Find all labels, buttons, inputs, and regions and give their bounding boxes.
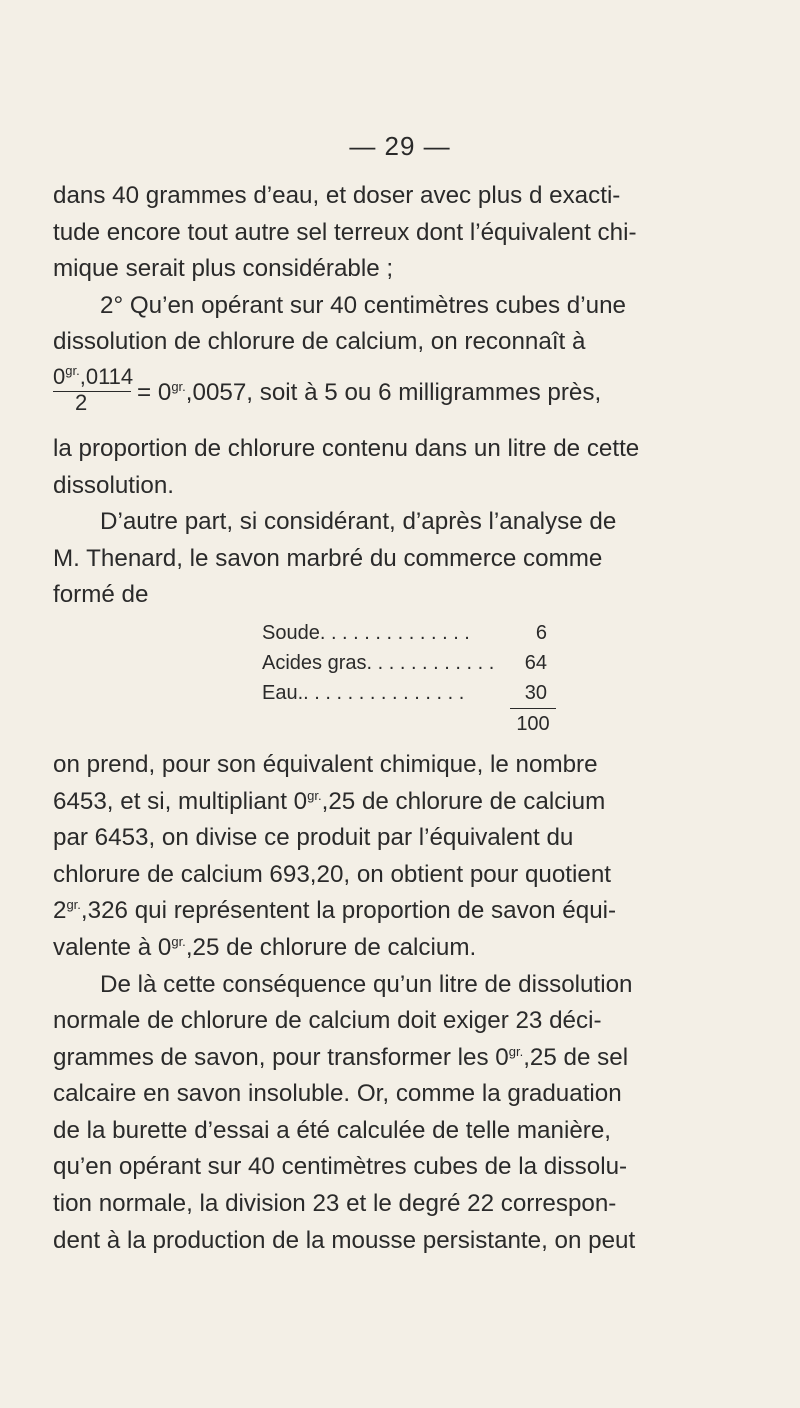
text-line: De là cette conséquence qu’un litre de dissolution	[100, 970, 633, 998]
text-line: calcaire en savon insoluble. Or, comme la graduation	[53, 1080, 622, 1108]
fraction-line	[53, 361, 765, 431]
body-text	[53, 178, 765, 1259]
fraction-numerator: $0^{gr.},0114$	[53, 362, 134, 389]
text-line: par 6453, on divise ce produit par l’équivalent du	[53, 824, 574, 852]
table-row	[262, 678, 547, 708]
text-line: dans 40 grammes d’eau, et doser avec plus d exacti-	[53, 182, 621, 209]
text-line: chlorure de calcium 693,20, on obtient pour quotient	[53, 860, 612, 888]
fraction-result: = $0^{gr.},0057$, soit à 5 ou 6 milligrammes près,	[137, 378, 602, 406]
table-row	[262, 618, 547, 648]
text-line: la proportion de chlorure contenu dans un litre de cette	[53, 434, 640, 462]
row-label: Soude. . . . . . . . . . . . . .	[262, 621, 470, 644]
text-line: on prend, pour son équivalent chimique, le nombre	[53, 750, 598, 778]
text-line: formé de	[53, 581, 149, 609]
text-line: de la burette d’essai a été calculée de telle manière,	[53, 1116, 612, 1144]
row-value: 30	[524, 681, 547, 704]
text-line: 6453, et si, multipliant $0^{gr.},25$ de chlorure de calcium	[53, 787, 606, 815]
text-line: dissolution de chlorure de calcium, on reconnaît à	[53, 328, 586, 356]
composition-table	[262, 618, 550, 739]
fraction	[53, 362, 134, 415]
text-line: qu’en opérant sur 40 centimètres cubes de la dissolu-	[53, 1153, 628, 1181]
text-line: D’autre part, si considérant, d’après l’analyse de	[100, 508, 617, 536]
text-line: mique serait plus considérable ;	[53, 255, 394, 283]
text-line: 2° Qu’en opérant sur 40 centimètres cubes d’une	[100, 291, 626, 319]
text-line: normale de chlorure de calcium doit exiger 23 déci-	[53, 1007, 602, 1035]
text-line: dent à la production de la mousse persistante, on peut	[53, 1226, 636, 1254]
text-line: tude encore tout autre sel terreux dont l’équivalent chi-	[53, 218, 637, 246]
text-line: M. Thenard, le savon marbré du commerce comme	[53, 544, 603, 572]
text-line: tion normale, la division 23 et le degré 22 correspon-	[53, 1190, 617, 1218]
table-total-row	[262, 708, 550, 739]
row-value: 64	[524, 651, 547, 674]
row-value: 6	[535, 621, 547, 644]
text-line: dissolution.	[53, 471, 175, 499]
text-line: grammes de savon, pour transformer les $0^{gr.},25$ de sel	[53, 1043, 629, 1071]
fraction-denominator: 2	[75, 389, 88, 415]
table-total: 100	[510, 708, 556, 739]
text-line: valente à $0^{gr.},25$ de chlorure de calcium.	[53, 933, 477, 961]
row-label: Eau.. . . . . . . . . . . . . . .	[262, 681, 465, 704]
table-row	[262, 648, 547, 678]
row-label: Acides gras. . . . . . . . . . . .	[262, 651, 495, 674]
text-line: $2^{gr.},326$ qui représentent la proportion de savon équi-	[53, 897, 617, 925]
page-number: — 29 —	[349, 131, 451, 161]
